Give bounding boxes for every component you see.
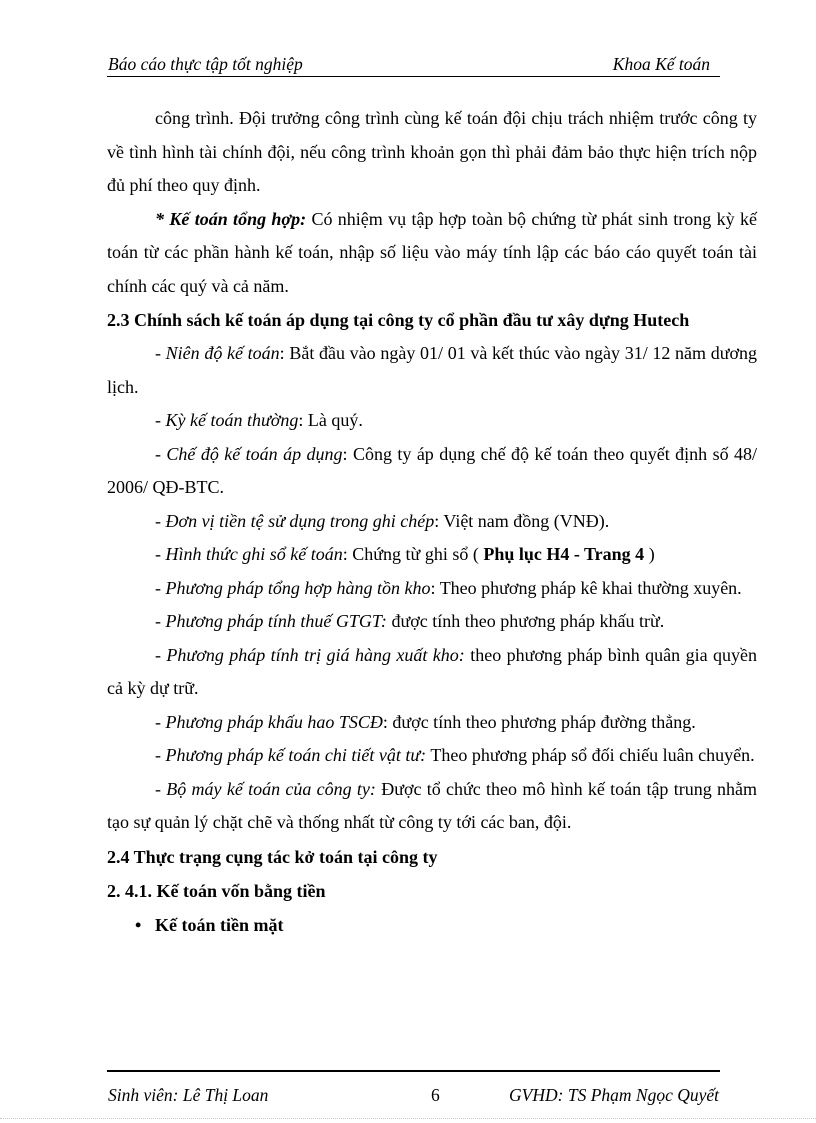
- policy-item-regime: - Chế độ kế toán áp dụng: Công ty áp dụng chế độ kế toán theo quyết định số 48/ 2006/ QĐ-BTC.: [107, 443, 758, 497]
- policy-item-fiscal-year: - Niên độ kế toán: Bắt đầu vào ngày 01/ 01 và kết thúc vào ngày 31/ 12 năm dương lịch.: [107, 343, 757, 397]
- policy-item-bookkeeping-form: - Hình thức ghi sổ kế toán: Chứng từ ghi sổ ( Phụ lục H4 - Trang 4 ): [155, 544, 655, 564]
- policy-item-inventory: - Phương pháp tổng hợp hàng tồn kho: Theo phương pháp kê khai thường xuyên.: [155, 577, 742, 598]
- heading-2-3: 2.3 Chính sách kế toán áp dụng tại công ty cổ phần đầu tư xây dựng Hutech: [107, 310, 690, 330]
- page-number: 6: [431, 1085, 440, 1105]
- policy-item-depreciation: - Phương pháp khấu hao TSCĐ: được tính theo phương pháp đường thẳng.: [155, 711, 696, 732]
- page-header: [107, 54, 720, 77]
- bullet-item-cash: • Kế toán tiền mặt: [107, 908, 757, 942]
- footer-supervisor: GVHD: TS Phạm Ngọc Quyết: [509, 1085, 719, 1105]
- header-department: Khoa Kế toán: [612, 54, 710, 74]
- document-body: [107, 102, 757, 942]
- policy-item-stock-valuation: - Phương pháp tính trị giá hàng xuất kho: theo phương pháp bình quân gia quyền cả kỳ dự trữ.: [107, 644, 757, 698]
- policy-item-vat: - Phương pháp tính thuế GTGT: được tính theo phương pháp khấu trừ.: [155, 611, 665, 631]
- policy-item-materials: - Phương pháp kế toán chi tiết vật tư: Theo phương pháp sổ đối chiếu luân chuyển.: [155, 745, 755, 765]
- paragraph-intro: công trình. Đội trưởng công trình cùng kế toán đội chịu trách nhiệm trước công ty về tình hình tài chính đội, nếu công trình khoản gọn thì phải đảm bảo thực hiện trích nộp đủ phí theo quy định.: [107, 108, 757, 195]
- bullet-dot-icon: •: [135, 914, 142, 935]
- footer-divider: [107, 1070, 720, 1072]
- footer-student: Sinh viên: Lê Thị Loan: [108, 1085, 269, 1105]
- general-accountant-label: * Kế toán tổng hợp:: [155, 208, 307, 229]
- page-bottom-dotted-border: [0, 1118, 816, 1119]
- policy-item-currency: - Đơn vị tiền tệ sử dụng trong ghi chép: Việt nam đồng (VNĐ).: [155, 510, 610, 531]
- page-footer: [107, 1085, 720, 1109]
- policy-item-period: - Kỳ kế toán thường: Là quý.: [155, 410, 363, 430]
- policy-item-organization: - Bộ máy kế toán của công ty: Được tổ chức theo mô hình kế toán tập trung nhằm tạo sự quản lý chặt chẽ và thống nhất từ công ty tới các ban, đội.: [107, 778, 757, 832]
- general-accountant-text: Có nhiệm vụ tập hợp toàn bộ chứng từ phát sinh trong kỳ kế toán từ các phần hành kế toán, nhập số liệu vào máy tính lập các báo cáo quyết toán tài chính các quý và cả năm.: [107, 208, 757, 296]
- paragraph-general-accountant: [107, 203, 757, 304]
- heading-2-4-1: 2. 4.1. Kế toán vốn bằng tiền: [107, 880, 326, 901]
- heading-2-4: 2.4 Thực trạng cụng tác kở toán tại công ty: [107, 846, 438, 867]
- header-report-title: Báo cáo thực tập tốt nghiệp: [108, 54, 303, 74]
